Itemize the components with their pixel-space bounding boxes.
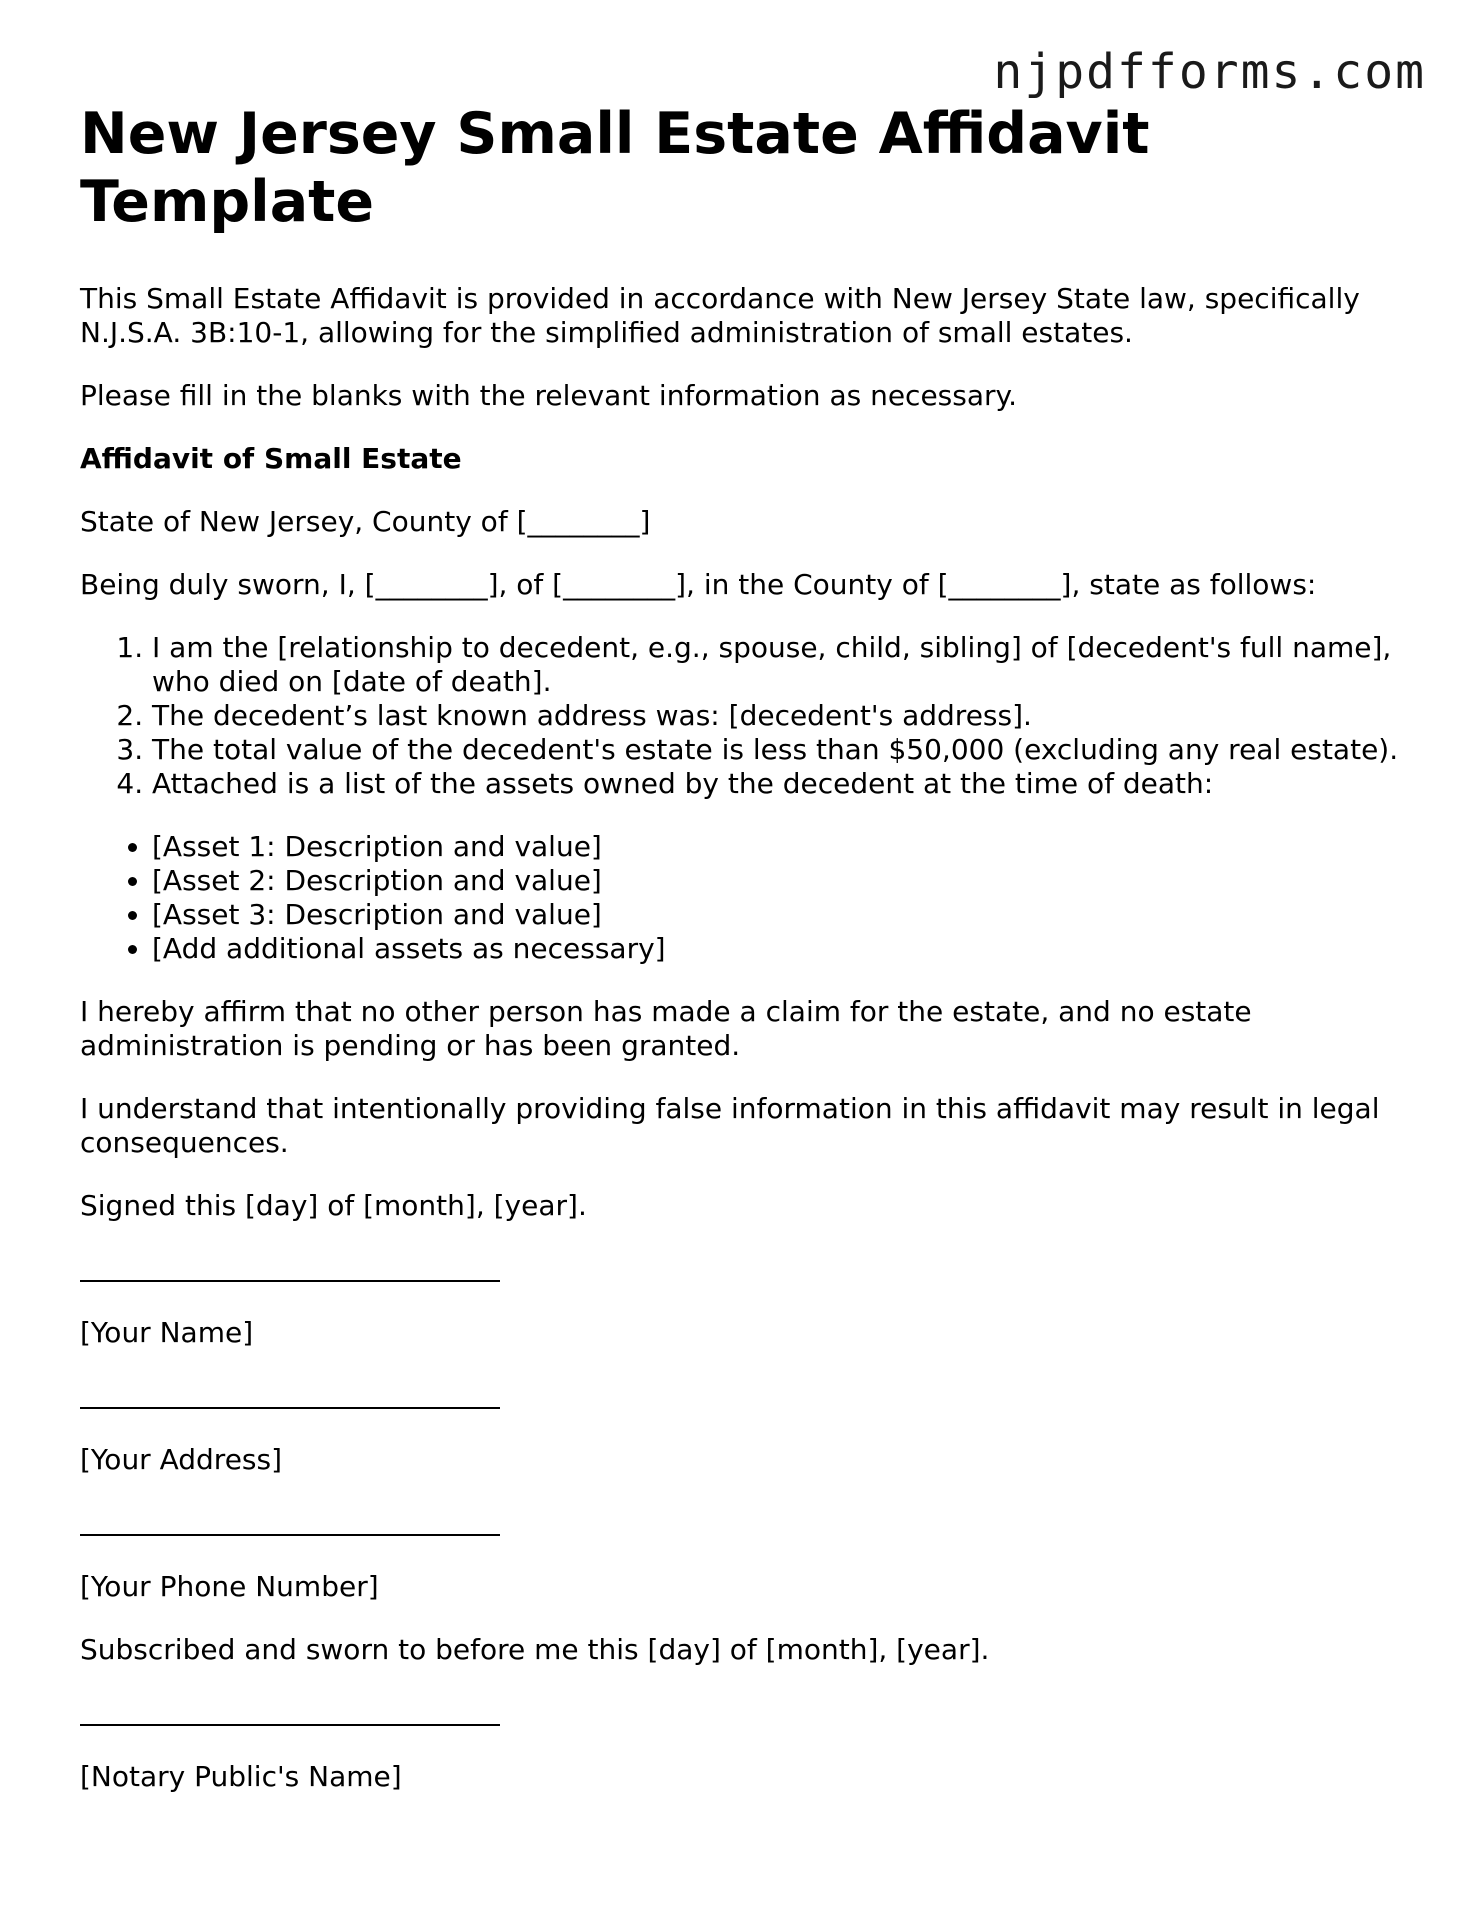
your-address-label: [Your Address] — [80, 1443, 283, 1476]
your-phone-label: [Your Phone Number] — [80, 1570, 379, 1603]
name-signature-line — [80, 1280, 500, 1282]
statement-item: 1. I am the [relationship to decedent, e.g., spouse, child, sibling] of [decedent's full name], who died on [date of death]. — [152, 631, 1400, 699]
your-name-label: [Your Name] — [80, 1316, 254, 1349]
affirmation-paragraph: I hereby affirm that no other person has made a claim for the estate, and no estate administration is pending or has been granted. — [80, 995, 1252, 1062]
statement-item: 4. Attached is a list of the assets owned by the decedent at the time of death: — [152, 767, 1400, 801]
subscribed-sworn-line: Subscribed and sworn to before me this [day] of [month], [year]. — [80, 1633, 990, 1666]
signed-date-line: Signed this [day] of [month], [year]. — [80, 1189, 587, 1222]
address-signature-line — [80, 1407, 500, 1409]
sworn-statement-line: Being duly sworn, I, [________], of [________], in the County of [________], state as follows: — [80, 568, 1317, 601]
statement-item: 3. The total value of the decedent's estate is less than $50,000 (excluding any real estate). — [152, 733, 1400, 767]
statement-item: 2. The decedent’s last known address was: [decedent's address]. — [152, 699, 1400, 733]
site-watermark: njpdfforms.com — [993, 44, 1426, 100]
asset-item: • [Asset 2: Description and value] — [152, 864, 1400, 898]
instruction-paragraph: Please fill in the blanks with the relevant information as necessary. — [80, 379, 1018, 412]
state-county-line: State of New Jersey, County of [________] — [80, 505, 651, 538]
notary-signature-line — [80, 1724, 500, 1726]
intro-paragraph: This Small Estate Affidavit is provided in accordance with New Jersey State law, specifically N.J.S.A. 3B:10-1, allowing for the simplified administration of small estates. — [80, 282, 1360, 349]
asset-item: • [Asset 3: Description and value] — [152, 898, 1400, 932]
assets-list — [80, 830, 1400, 966]
phone-signature-line — [80, 1534, 500, 1536]
warning-paragraph: I understand that intentionally providing false information in this affidavit may result in legal consequences. — [80, 1092, 1380, 1159]
asset-item: • [Asset 1: Description and value] — [152, 830, 1400, 864]
document-title: New Jersey Small Estate Affidavit Template — [80, 101, 1150, 235]
notary-name-label: [Notary Public's Name] — [80, 1760, 402, 1793]
document-page — [80, 100, 1400, 1823]
asset-item: • [Add additional assets as necessary] — [152, 932, 1400, 966]
affidavit-statements-list — [80, 631, 1400, 801]
section-heading: Affidavit of Small Estate — [80, 442, 462, 475]
